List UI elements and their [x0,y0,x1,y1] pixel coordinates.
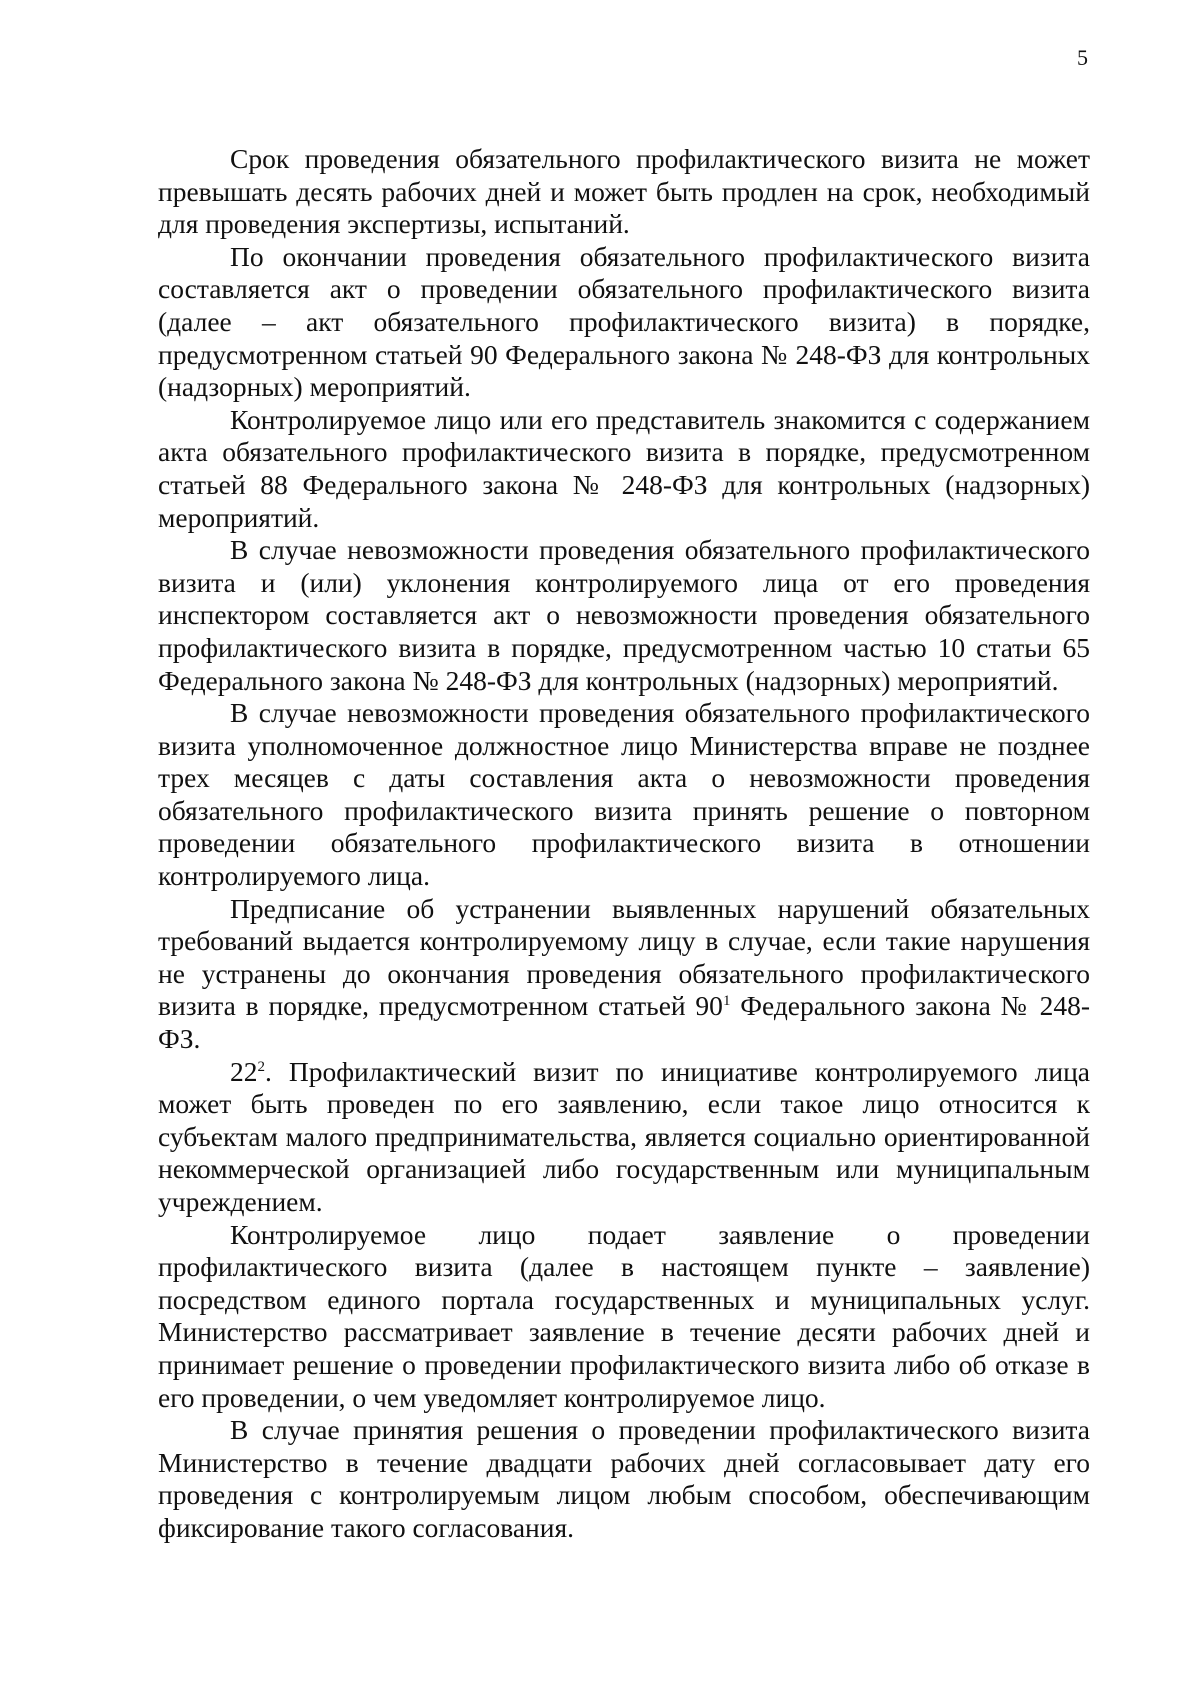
paragraph-item-22-2-text: . Профилактический визит по инициативе контролируемого лица может быть проведен по его заявлению, если такое лицо относится к субъектам малого предпринимательства, является социально ориентированной некоммерческой организацией либо государственным или муниципальным учреждением. [158,1055,1090,1217]
paragraph-order [158,893,1090,1056]
paragraph-visit-duration: Срок проведения обязательного профилактического визита не может превышать десять рабочих дней и может быть продлен на срок, необходимый для проведения экспертизы, испытаний. [158,143,1090,240]
item-number-superscript: 2 [257,1058,265,1075]
paragraph-application: Контролируемое лицо подает заявление о проведении профилактического визита (далее в настоящем пункте – заявление) посредством единого портала государственных и муниципальных услуг. Министерство рассматривает заявление в течение десяти рабочих дней и принимает решение о проведении профилактического визита либо об отказе в его проведении, о чем уведомляет контролируемое лицо. [158,1218,1090,1413]
paragraph-act-review: Контролируемое лицо или его представитель знакомится с содержанием акта обязательного профилактического визита в порядке, предусмотренном статьей 88 Федерального закона № 248-ФЗ для контрольных (надзорных) мероприятий. [158,403,1090,533]
paragraph-order-text: Предписание об устранении выявленных нарушений обязательных требований выдается контролируемому лицу в случае, если такие нарушения не устранены до окончания проведения обязательного профилактического визита в порядке, предусмотренном статьей 90 [158,892,1090,1022]
paragraph-visit-act: По окончании проведения обязательного профилактического визита составляется акт о проведении обязательного профилактического визита (далее – акт обязательного профилактического визита) в порядке, предусмотренном статьей 90 Федерального закона № 248-ФЗ для контрольных (надзорных) мероприятий. [158,240,1090,403]
item-number: 22 [230,1055,258,1087]
paragraph-repeat-visit: В случае невозможности проведения обязательного профилактического визита уполномоченное должностное лицо Министерства вправе не позднее трех месяцев с даты составления акта о невозможности проведения обязательного профилактического визита принять решение о повторном проведении обязательного профилактического визита в отношении контролируемого лица. [158,697,1090,892]
paragraph-impossibility-act: В случае невозможности проведения обязательного профилактического визита и (или) уклонения контролируемого лица от его проведения инспектором составляется акт о невозможности проведения обязательного профилактического визита в порядке, предусмотренном частью 10 статьи 65 Федерального закона № 248-ФЗ для контрольных (надзорных) мероприятий. [158,534,1090,696]
page-number: 5 [1077,45,1088,70]
footnote-superscript: 1 [722,993,731,1010]
paragraph-order-text-end: Федерального закона № 248-ФЗ. [158,990,1090,1055]
document-body [158,143,1090,1545]
paragraph-date-agreement: В случае принятия решения о проведении профилактического визита Министерство в течение двадцати рабочих дней согласовывает дату его проведения с контролируемым лицом любым способом, обеспечивающим фиксирование такого согласования. [158,1414,1090,1543]
paragraph-item-22-2 [158,1056,1090,1219]
